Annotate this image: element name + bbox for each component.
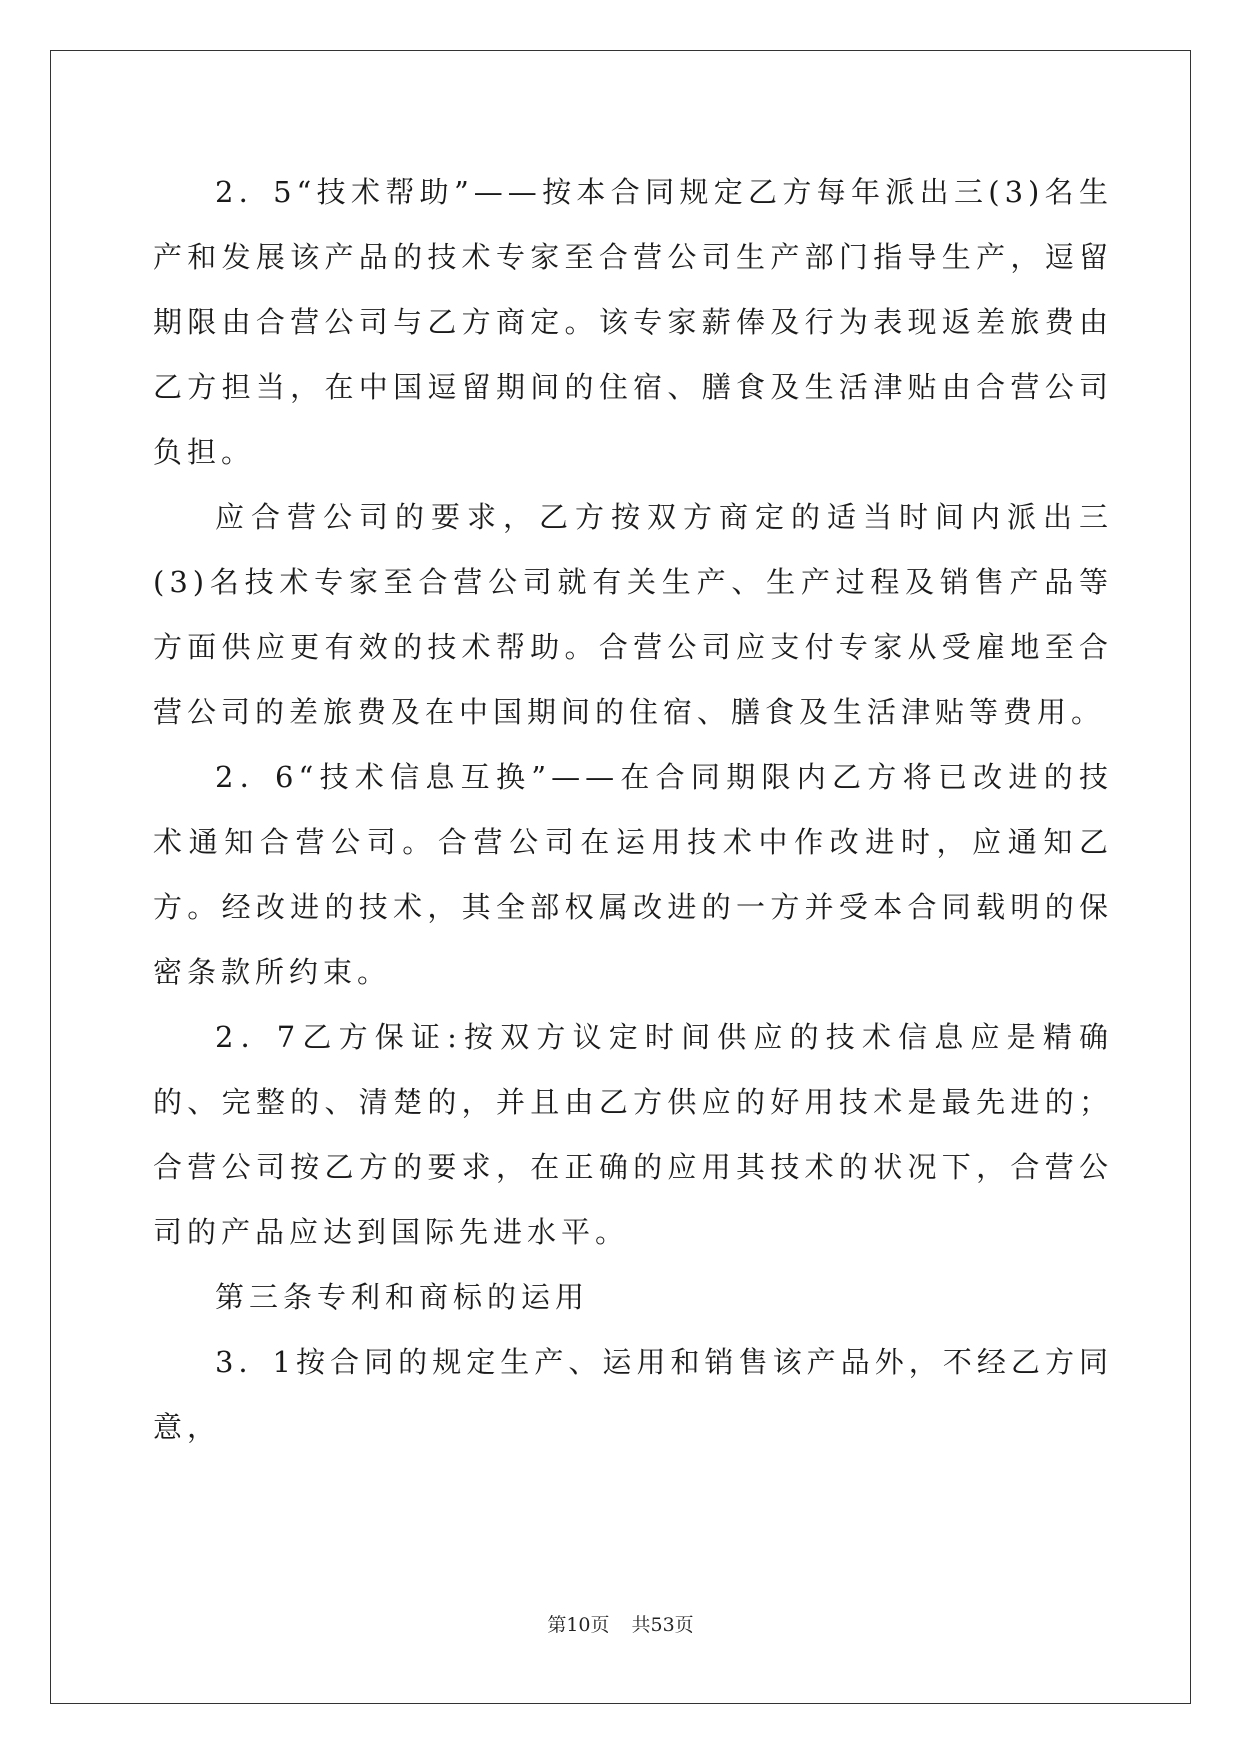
paragraph-3-1: 3．1按合同的规定生产、运用和销售该产品外，不经乙方同意， bbox=[153, 1345, 1113, 1444]
paragraph-2-5: 2．5“技术帮助”——按本合同规定乙方每年派出三(3)名生产和发展该产品的技术专家至合营公司生产部门指导生产，逗留期限由合营公司与乙方商定。该专家薪俸及行为表现返差旅费由乙方担当，在中国逗留期间的住宿、膳食及生活津贴由合营公司负担。 bbox=[153, 175, 1113, 469]
section-heading-article-3: 第三条专利和商标的运用 bbox=[215, 1280, 590, 1314]
paragraph-2-6: 2．6“技术信息互换”——在合同期限内乙方将已改进的技术通知合营公司。合营公司在运用技术中作改进时，应通知乙方。经改进的技术，其全部权属改进的一方并受本合同载明的保密条款所约束。 bbox=[153, 760, 1113, 989]
paragraph-technical-assistance-request: 应合营公司的要求，乙方按双方商定的适当时间内派出三(3)名技术专家至合营公司就有关生产、生产过程及销售产品等方面供应更有效的技术帮助。合营公司应支付专家从受雇地至合营公司的差旅费及在中国期间的住宿、膳食及生活津贴等费用。 bbox=[153, 500, 1113, 729]
page-total: 共53页 bbox=[631, 1614, 694, 1636]
document-body bbox=[153, 160, 1113, 1460]
page-number: 第10页 bbox=[547, 1614, 610, 1636]
paragraph-2-7: 2．7乙方保证:按双方议定时间供应的技术信息应是精确的、完整的、清楚的，并且由乙方供应的好用技术是最先进的；合营公司按乙方的要求，在正确的应用其技术的状况下，合营公司的产品应达到国际先进水平。 bbox=[153, 1020, 1113, 1249]
page-footer bbox=[0, 1610, 1241, 1637]
